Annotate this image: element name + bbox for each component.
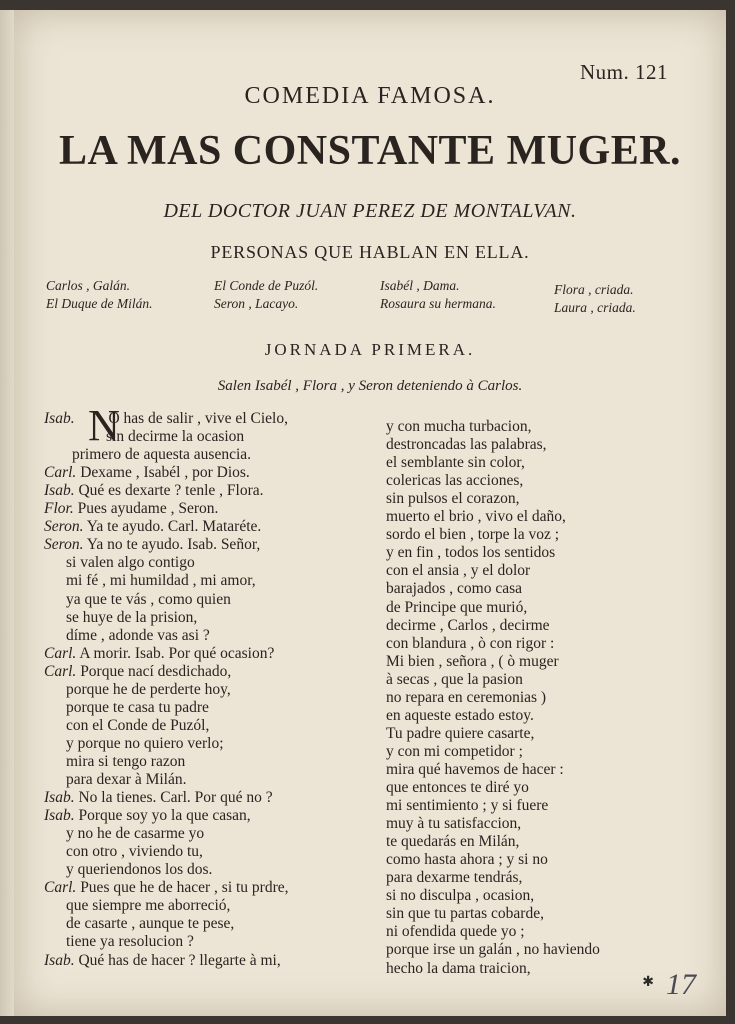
speaker-name: Carl.: [44, 464, 77, 482]
persona-item: Flora , criada.: [554, 282, 634, 297]
verse-line: [66, 591, 231, 609]
author-line: DEL DOCTOR JUAN PEREZ DE MONTALVAN.: [163, 200, 577, 222]
verse-line: sin que tu partas cobarde,: [386, 905, 544, 923]
verse-text: con el Conde de Puzól,: [66, 716, 210, 734]
verse-text: se huye de la prision,: [66, 608, 198, 626]
verse-line: [66, 717, 209, 735]
verse-line: à secas , que la pasion: [386, 670, 523, 688]
verse-line: [44, 482, 264, 500]
speaker-name: Carl.: [44, 879, 77, 897]
handwritten-page-mark: 17: [666, 968, 696, 1001]
verse-line: hecho la dama traicion,: [386, 959, 531, 977]
verse-line: [66, 554, 195, 572]
verse-line: [44, 879, 289, 897]
verse-line: [66, 753, 185, 771]
verse-line: [66, 735, 224, 753]
persona-item: Isabél , Dama.: [380, 278, 460, 293]
verse-text: O has de salir , vive el Cielo,: [108, 410, 288, 427]
verse-line: de Principe que murió,: [386, 598, 528, 616]
library-mark-dot: ✱: [642, 974, 654, 990]
verse-line: mi sentimiento ; y si fuere: [386, 797, 549, 815]
verse-line: destroncadas las palabras,: [386, 436, 547, 454]
verse-line: muerto el brio , vivo el daño,: [386, 508, 566, 526]
verse-line: [44, 500, 218, 518]
speaker-name: Isab.: [44, 951, 75, 969]
verse-text: Pues que he de hacer , si tu prdre,: [80, 879, 289, 897]
verse-text: Porque soy yo la que casan,: [78, 807, 251, 825]
verse-line: y con mucha turbacion,: [386, 418, 532, 435]
verse-text: y queriendonos los dos.: [66, 861, 213, 879]
verse-line: sin pulsos el corazon,: [386, 490, 520, 508]
verse-line: [66, 843, 203, 861]
stage-direction: Salen Isabél , Flora , y Seron deteniendo à Carlos.: [217, 378, 523, 394]
verse-line: decirme , Carlos , decirme: [386, 616, 550, 634]
verse-line: [106, 428, 244, 446]
verse-line: [44, 663, 231, 681]
verse-text: primero de aquesta ausencia.: [72, 446, 252, 464]
verse-line: que entonces te diré yo: [386, 779, 529, 796]
verse-text: tiene ya resolucion ?: [66, 933, 194, 951]
personas-heading: PERSONAS QUE HABLAN EN ELLA.: [210, 242, 530, 262]
verse-line: porque irse un galán , no haviendo: [386, 941, 600, 959]
verse-line: [66, 915, 234, 933]
verse-line: te quedarás en Milán,: [386, 833, 520, 851]
speaker-name: Isab.: [44, 482, 75, 500]
verse-text: Ya no te ayudo. Isab. Señor,: [86, 536, 261, 554]
verse-text: mi fé , mi humildad , mi amor,: [66, 572, 256, 590]
verse-line: [66, 861, 212, 879]
verse-line: [66, 825, 204, 843]
verse-line: [66, 771, 187, 789]
speaker-name: Seron.: [44, 518, 84, 536]
persona-item: El Conde de Puzól.: [214, 278, 319, 293]
verse-line: [44, 645, 274, 663]
verse-text: Ya te ayudo. Carl. Mataréte.: [86, 518, 262, 536]
persona-item: Carlos , Galán.: [46, 278, 131, 293]
verse-line: [44, 410, 288, 428]
verse-text: para dexar à Milán.: [66, 771, 187, 788]
verse-line: colericas las acciones,: [386, 472, 524, 490]
persona-item: Rosaura su hermana.: [380, 296, 496, 311]
verse-line: y en fin , todos los sentidos: [386, 544, 556, 562]
verse-text: mira si tengo razon: [66, 752, 186, 770]
verse-line: con blandura , ò con rigor :: [386, 634, 555, 652]
verse-text: Porque nací desdichado,: [80, 662, 232, 680]
verse-line: [44, 464, 250, 482]
verse-line: ni ofendida quede yo ;: [386, 923, 525, 941]
verse-text: de casarte , aunque te pese,: [66, 915, 235, 933]
verse-line: si no disculpa , ocasion,: [386, 887, 535, 905]
persona-item: El Duque de Milán.: [46, 296, 153, 311]
verse-line: [66, 897, 230, 915]
verse-line: [44, 807, 251, 825]
verse-line: el semblante sin color,: [386, 454, 525, 472]
verse-text: sin decirme la ocasion: [106, 428, 245, 446]
book-page: [14, 10, 726, 1016]
speaker-name: Isab.: [44, 789, 75, 807]
verse-line: [44, 952, 281, 970]
personas-list: [14, 278, 726, 318]
genre-heading: COMEDIA FAMOSA.: [244, 83, 496, 109]
verse-line: [66, 933, 194, 951]
verse-line: [66, 609, 197, 627]
verse-line: sordo el bien , torpe la voz ;: [386, 526, 560, 544]
verse-text: porque he de perderte hoy,: [66, 680, 231, 698]
verse-text: No la tienes. Carl. Por qué no ?: [78, 789, 273, 807]
verse-text: y no he de casarme yo: [66, 825, 205, 843]
verse-line: Mi bien , señora , ( ò muger: [386, 652, 559, 670]
verse-text: y porque no quiero verlo;: [66, 734, 224, 752]
verse-line: Tu padre quiere casarte,: [386, 724, 535, 742]
persona-item: Seron , Lacayo.: [214, 296, 299, 311]
verse-text: Dexame , Isabél , por Dios.: [80, 464, 250, 482]
verse-line: [66, 627, 210, 645]
verse-text: si valen algo contigo: [66, 554, 195, 572]
verse-text: Pues ayudame , Seron.: [77, 500, 219, 518]
verse-line: [66, 699, 209, 717]
verse-text: con otro , viviendo tu,: [66, 843, 203, 861]
verse-text: Qué has de hacer ? llegarte à mi,: [78, 951, 281, 969]
verse-line: en aqueste estado estoy.: [386, 706, 534, 724]
verse-line: barajados , como casa: [386, 580, 522, 598]
verse-line: [72, 446, 251, 464]
verse-text: ya que te vás , como quien: [66, 590, 231, 608]
persona-item: Laura , criada.: [554, 300, 636, 315]
speaker-name: Carl.: [44, 644, 77, 662]
play-title: LA MAS CONSTANTE MUGER.: [58, 128, 682, 174]
verse-line: [44, 536, 260, 554]
speaker-name: Carl.: [44, 662, 77, 680]
verse-line: no repara en ceremonias ): [386, 688, 547, 706]
play-number: Num. 121: [580, 60, 668, 84]
verse-text: A morir. Isab. Por qué ocasion?: [79, 644, 275, 662]
verse-line: para dexarme tendrás,: [386, 869, 523, 887]
verse-text: porque te casa tu padre: [66, 698, 209, 716]
verse-line: como hasta ahora ; y si no: [386, 851, 548, 869]
verse-line: [66, 681, 231, 699]
speaker-name: Isab.: [44, 807, 75, 825]
verse-text: díme , adonde vas asi ?: [66, 626, 210, 644]
verse-line: muy à tu satisfaccion,: [386, 815, 522, 833]
drop-cap-letter: N: [88, 401, 120, 450]
speaker-name: Seron.: [44, 536, 84, 554]
verse-text: Qué es dexarte ? tenle , Flora.: [78, 482, 264, 500]
verse-text: que siempre me aborreció,: [66, 897, 231, 915]
verse-line: [66, 572, 256, 590]
verse-line: con el ansia , y el dolor: [386, 562, 531, 580]
speaker-name: Isab.: [44, 410, 75, 427]
verse-line: [44, 789, 273, 807]
verse-line: mira qué havemos de hacer :: [386, 760, 564, 778]
verse-line: y con mi competidor ;: [386, 742, 523, 760]
act-heading: JORNADA PRIMERA.: [264, 340, 476, 359]
verse-line: [44, 518, 261, 536]
speaker-name: Flor.: [44, 500, 74, 518]
